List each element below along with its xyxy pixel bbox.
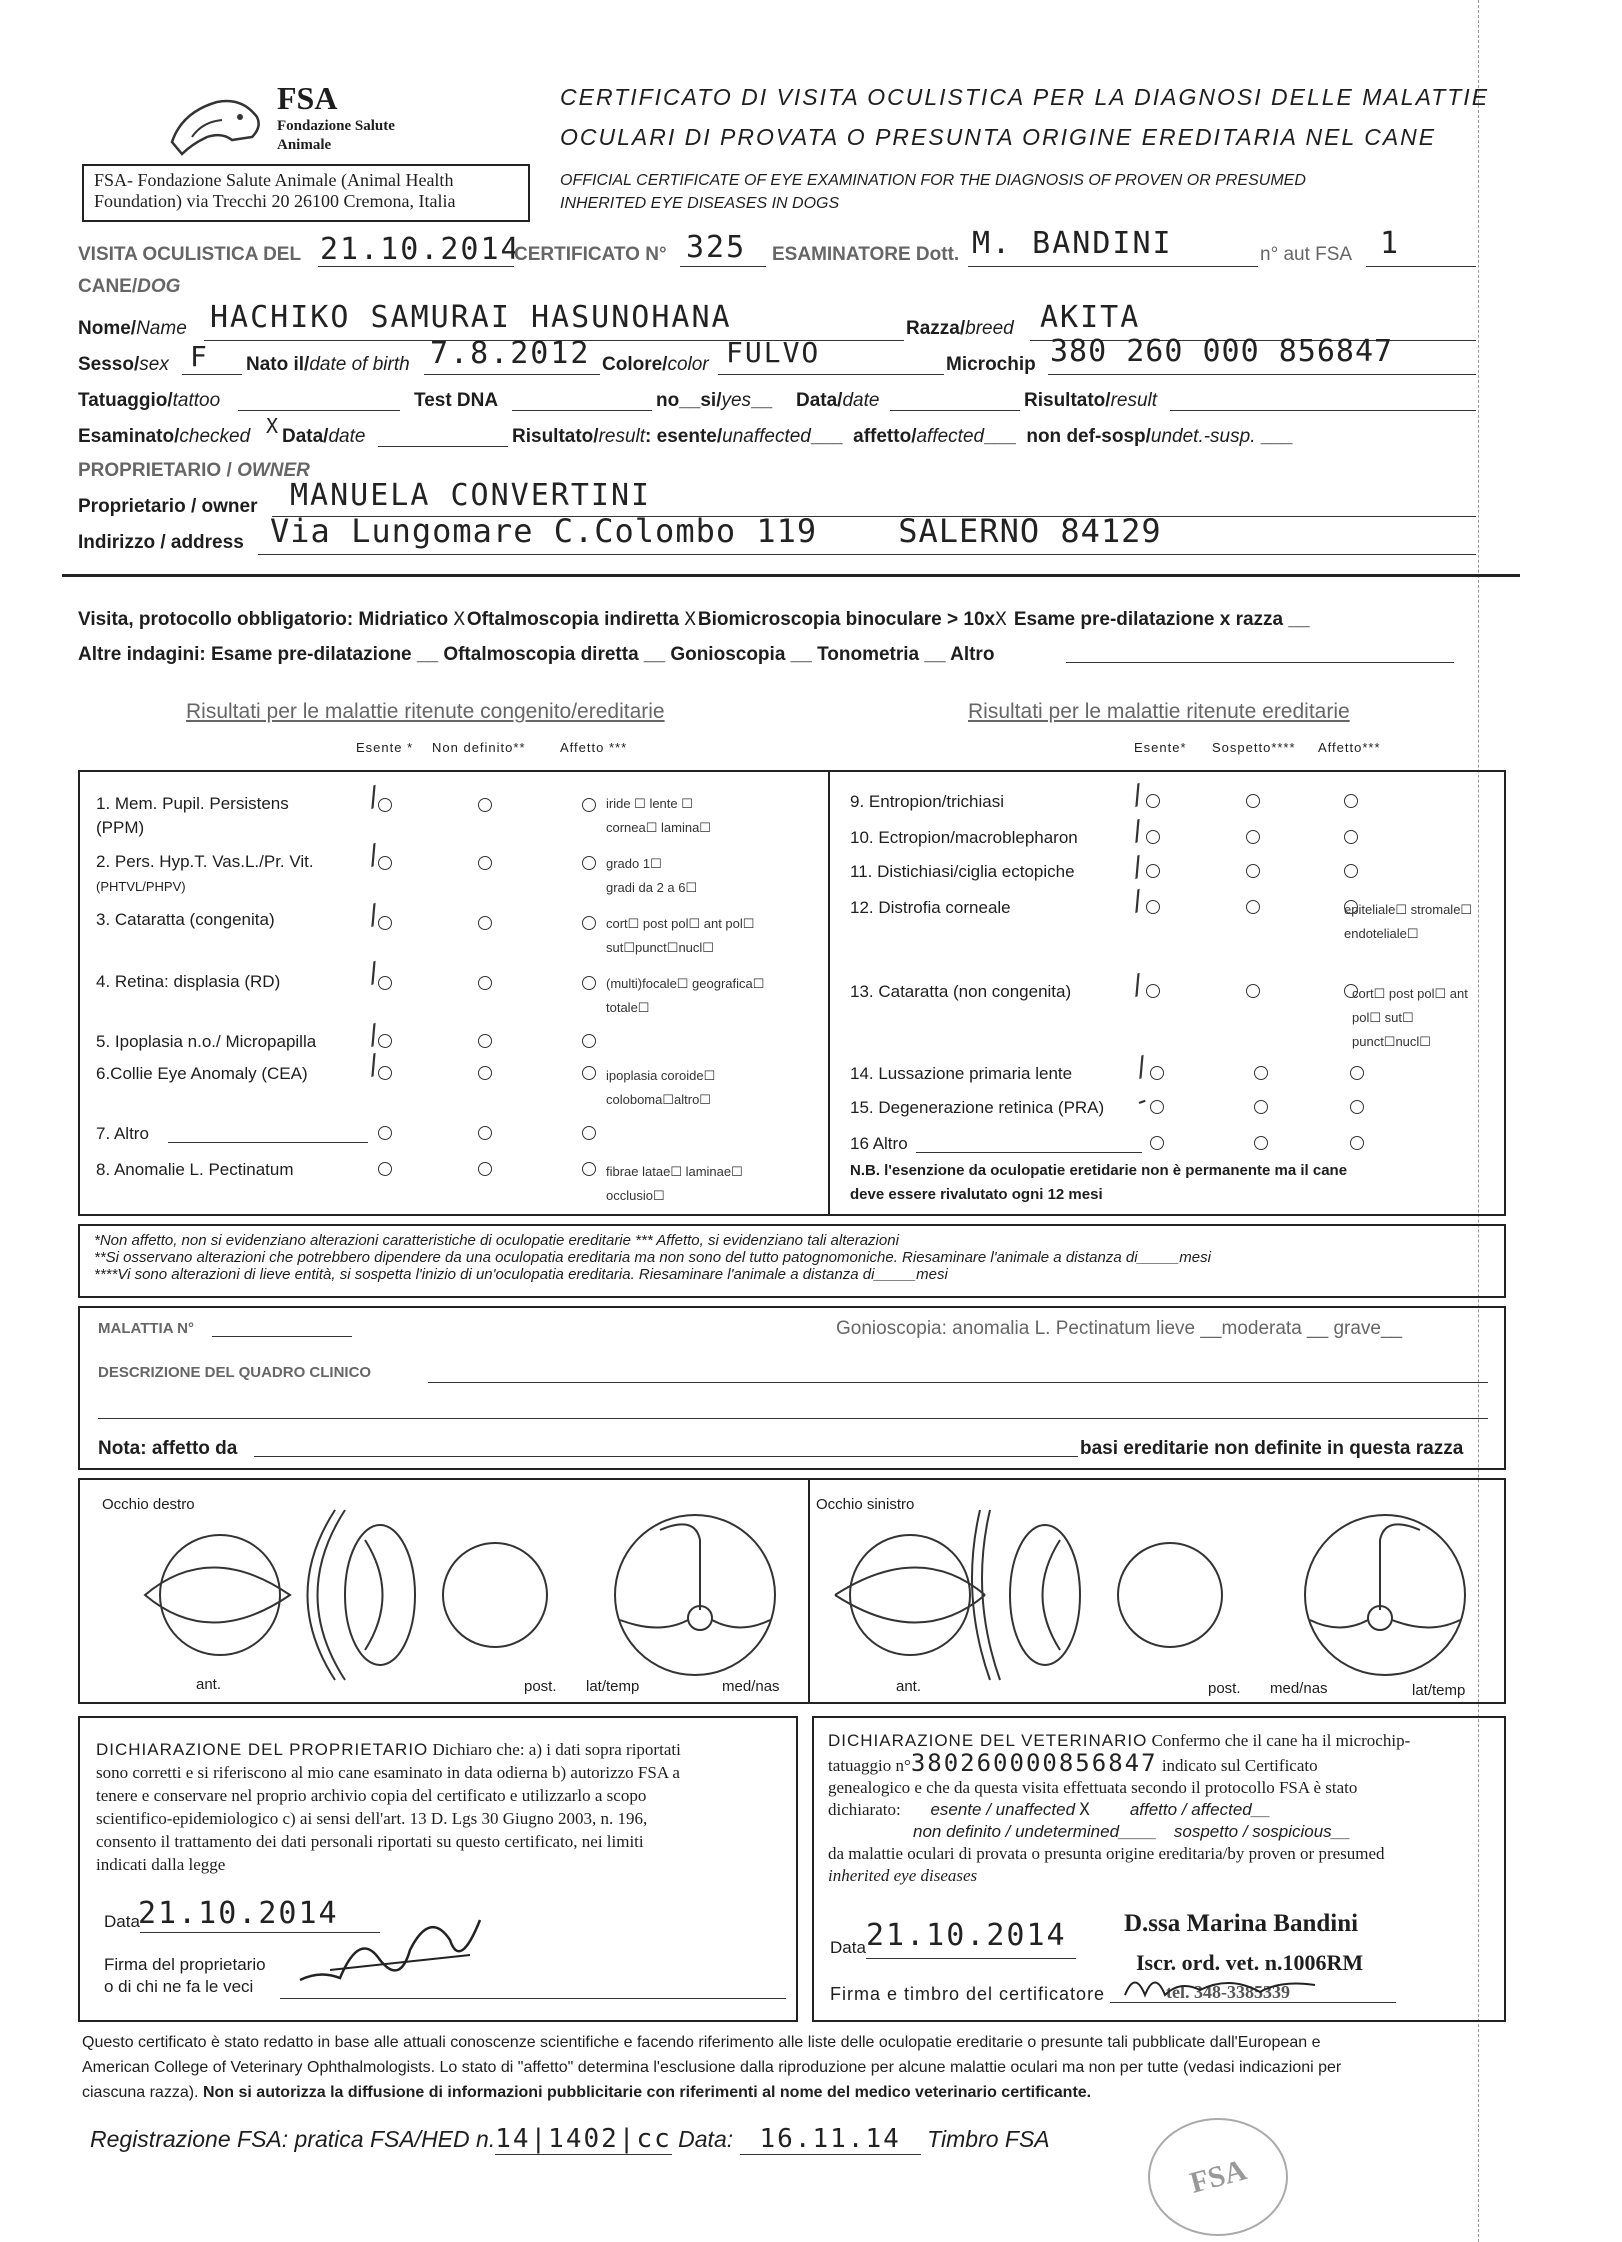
l-post: post.	[1208, 1680, 1241, 1697]
left-row-1-opts: iride ☐ lente ☐ cornea☐ lamina☐	[606, 796, 711, 835]
checked-mark: X	[266, 414, 281, 438]
right-row-13: 13. Cataratta (non congenita)	[850, 982, 1072, 1001]
dog-section: CANE/DOG	[78, 276, 181, 297]
right-results-title: Risultati per le malattie ritenute ereditarie	[968, 700, 1350, 723]
right-row-11: 11. Distichiasi/ciglia ectopiche	[850, 862, 1075, 881]
checked-date-label: Data/date	[282, 426, 366, 447]
r-lat: lat/temp	[586, 1678, 640, 1695]
right-row-12: 12. Distrofia corneale	[850, 898, 1011, 917]
gonio-line: Gonioscopia: anomalia L. Pectinatum lieve __moderata __ grave__	[836, 1318, 1403, 1339]
right-row-16: 16 Altro	[850, 1134, 908, 1153]
cert-label: CERTIFICATO N°	[514, 244, 667, 265]
fsa-logo	[162, 82, 282, 162]
title-it-1: CERTIFICATO DI VISITA OCULISTICA PER LA DIAGNOSI DELLE MALATTIE	[560, 84, 1490, 110]
checked-label: Esaminato/checked	[78, 426, 251, 447]
left-row-7: 7. Altro	[96, 1124, 149, 1143]
vet-decl-text: DICHIARAZIONE DEL VETERINARIO Confermo che il cane ha il microchip- tatuaggio n°380260000856847 indicato sul Certificato genealogico e che da questa visita effettuata secondo il protocollo FSA è stato dichiarato: esente / unaffected X affetto / affected__ non definito / undetermined____ sospetto / sospicious__ da malattie oculari di provata o presunta origine ereditaria/by proven or presumed inherited eye diseases	[828, 1731, 1411, 1885]
tattoo-label: Tatuaggio/tattoo	[78, 390, 221, 411]
chip-label: Microchip	[946, 354, 1036, 375]
owner-signature	[290, 1900, 490, 2000]
logo-sub2: Animale	[277, 137, 332, 153]
nota-label: Nota: affetto da	[98, 1438, 238, 1459]
name-label: Nome/Name	[78, 318, 187, 339]
malattia-label: MALATTIA N°	[98, 1320, 194, 1337]
color-label: Colore/color	[602, 354, 709, 375]
right-row-15: 15. Degenerazione retinica (PRA)	[850, 1098, 1105, 1117]
vet-stamp-reg: Iscr. ord. vet. n.1006RM	[1136, 1950, 1364, 1975]
visit-date-label: VISITA OCULISTICA DEL	[78, 244, 302, 265]
examiner: M. BANDINI	[972, 226, 1173, 261]
footer-text: Questo certificato è stato redatto in base alle attuali conoscenze scientifiche e facendo riferimento alle liste delle oculopatie ereditarie o presunte tali pubblicate dall'European e American College of Veterinary Ophthalmologists. Lo stato di "affetto" determina l'esclusione dalla riproduzione per alcune malattie oculari ma non per tutte (vedasi indicazioni per ciascuna razza). Non si autorizza la diffusione di informazioni pubblicitarie con riferimenti al nome del medico veterinario certificante.	[82, 2034, 1342, 2101]
left-row-1: 1. Mem. Pupil. Persistens (PPM)	[96, 794, 289, 837]
owner-section: PROPRIETARIO / OWNER	[78, 460, 310, 481]
owner-label: Proprietario / owner	[78, 496, 258, 517]
left-results-title: Risultati per le malattie ritenute congenito/ereditarie	[186, 700, 665, 723]
foundation-line1: FSA- Fondazione Salute Animale (Animal Health	[94, 170, 454, 190]
right-row-10: 10. Ectropion/macroblepharon	[850, 828, 1078, 847]
title-en-1: OFFICIAL CERTIFICATE OF EYE EXAMINATION FOR THE DIAGNOSIS OF PROVEN OR PRESUMED	[560, 172, 1306, 189]
dog-name: HACHIKO SAMURAI HASUNOHANA	[210, 300, 732, 335]
dna-label: Test DNA	[414, 390, 499, 411]
left-row-4: 4. Retina: displasia (RD)	[96, 972, 281, 991]
r-med: med/nas	[722, 1678, 780, 1695]
note-2: **Si osservano alterazioni che potrebbero dipendere da una oculopatia ereditaria ma non sono del tutto patognomoniche. Riesaminare l'animale a distanza di_____mesi	[94, 1249, 1211, 1266]
cert-no: 325	[686, 230, 747, 265]
foundation-line2: Foundation) via Trecchi 20 26100 Cremona, Italia	[94, 191, 456, 211]
left-row-3-opts: cort☐ post pol☐ ant pol☐ sut☐punct☐nucl☐	[606, 916, 755, 955]
left-row-6: 6.Collie Eye Anomaly (CEA)	[96, 1064, 308, 1083]
right-row-13-opts: cort☐ post pol☐ ant pol☐ sut☐ punct☐nucl☐	[1352, 986, 1468, 1049]
note-1: *Non affetto, non si evidenziano alterazioni caratteristiche di oculopatie ereditarie *** Affetto, si evidenziano tali alterazioni	[94, 1232, 899, 1249]
note-3: ****Vi sono alterazioni di lieve entità, si sospetta l'inizio di un'oculopatia ereditaria. Riesaminare l'animale a distanza di_____mesi	[94, 1266, 948, 1283]
visit-date: 21.10.2014	[320, 232, 521, 267]
descr-label: DESCRIZIONE DEL QUADRO CLINICO	[98, 1364, 372, 1381]
vet-stamp-tel: tel. 348-3385339	[1166, 1982, 1290, 2002]
right-eye-diagrams	[140, 1500, 800, 1690]
r-post: post.	[524, 1678, 557, 1695]
vet-date-label: Data	[830, 1938, 866, 1957]
left-row-4-opts: (multi)focale☐ geografica☐ totale☐	[606, 976, 765, 1015]
right-col-sospetto: Sospetto****	[1212, 740, 1296, 755]
dna-result-label: Risultato/result	[1024, 390, 1158, 411]
left-row-5: 5. Ipoplasia n.o./ Micropapilla	[96, 1032, 317, 1051]
r-ant: ant.	[196, 1676, 222, 1693]
logo-sub1: Fondazione Salute	[277, 118, 395, 134]
right-col-esente: Esente*	[1134, 740, 1187, 755]
results-table	[78, 770, 1506, 1216]
owner-address: Via Lungomare C.Colombo 119 SALERNO 84129	[270, 512, 1162, 550]
nb-line1: N.B. l'esenzione da oculopatie eretidarie non è permanente ma il cane	[850, 1162, 1348, 1179]
l-lat: lat/temp	[1412, 1682, 1466, 1699]
examiner-label: ESAMINATORE Dott.	[772, 244, 960, 265]
title-en-2: INHERITED EYE DISEASES IN DOGS	[560, 195, 840, 212]
dog-breed: AKITA	[1040, 300, 1141, 335]
aut-label: n° aut FSA	[1260, 244, 1353, 265]
left-col-esente: Esente *	[356, 740, 414, 755]
left-eye-diagrams	[830, 1500, 1490, 1690]
left-row-6-opts: ipoplasia coroide☐ coloboma☐altro☐	[606, 1068, 716, 1107]
protocol-line2: Altre indagini: Esame pre-dilatazione __ Oftalmoscopia diretta __ Gonioscopia __ Tonometria __ Altro	[78, 644, 995, 665]
aut-no: 1	[1380, 226, 1401, 261]
protocol-line1: Visita, protocollo obbligatorio: Midriatico XOftalmoscopia indiretta XBiomicroscopia binoculare > 10xX Esame pre-dilatazione x razza __	[78, 608, 1310, 630]
title-it-2: OCULARI DI PROVATA O PRESUNTA ORIGINE EREDITARIA NEL CANE	[560, 124, 1437, 150]
dog-color: FULVO	[726, 336, 821, 369]
dog-dob: 7.8.2012	[430, 336, 591, 371]
foundation-box	[82, 164, 530, 222]
vet-signature	[1120, 1960, 1320, 2010]
left-row-2-opts: grado 1☐ gradi da 2 a 6☐	[606, 856, 698, 895]
sex-label: Sesso/sex	[78, 354, 169, 375]
right-eye-label: Occhio destro	[102, 1496, 195, 1513]
dob-label: Nato il/date of birth	[246, 354, 410, 375]
vet-date: 21.10.2014	[866, 1918, 1067, 1953]
left-row-8: 8. Anomalie L. Pectinatum	[96, 1160, 294, 1179]
vet-sig-label: Firma e timbro del certificatore	[830, 1984, 1106, 2004]
right-col-affetto: Affetto***	[1318, 740, 1381, 755]
vet-stamp-name: D.ssa Marina Bandini	[1124, 1910, 1359, 1937]
registration-line: Registrazione FSA: pratica FSA/HED n.14|1402|cc Data: 16.11.14 Timbro FSA	[90, 2124, 1050, 2154]
nb-line2: deve essere rivalutato ogni 12 mesi	[850, 1186, 1103, 1203]
address-label: Indirizzo / address	[78, 532, 244, 553]
logo-name: FSA	[277, 80, 338, 116]
right-row-14: 14. Lussazione primaria lente	[850, 1064, 1073, 1083]
l-med: med/nas	[1270, 1680, 1328, 1697]
dog-sex: F	[190, 340, 209, 373]
left-eye-label: Occhio sinistro	[816, 1496, 915, 1513]
left-row-3: 3. Cataratta (congenita)	[96, 910, 275, 929]
breed-label: Razza/breed	[906, 318, 1014, 339]
basi-label: basi ereditarie non definite in questa razza	[1080, 1438, 1464, 1459]
fsa-stamp: FSA	[1148, 2118, 1288, 2236]
owner-date-label: Data	[104, 1912, 140, 1931]
dna-date-label: Data/date	[796, 390, 880, 411]
notes-box	[78, 1224, 1506, 1298]
l-ant: ant.	[896, 1678, 922, 1695]
no-si-label: no__si/yes__	[656, 390, 773, 411]
owner-date: 21.10.2014	[138, 1896, 339, 1931]
dog-chip: 380 260 000 856847	[1050, 334, 1394, 369]
left-row-8-opts: fibrae latae☐ laminae☐ occlusio☐	[606, 1164, 743, 1203]
right-row-12-opts: epiteliale☐ stromale☐ endoteliale☐	[1344, 902, 1473, 941]
owner-sig-label: Firma del proprietario o di chi ne fa le veci	[104, 1955, 266, 1996]
right-row-9: 9. Entropion/trichiasi	[850, 792, 1005, 811]
result-options: Risultato/result: esente/unaffected___ affetto/affected___ non def-sosp/undet.-susp. ___	[512, 426, 1293, 447]
left-col-affetto: Affetto ***	[560, 740, 628, 755]
owner-decl-text: DICHIARAZIONE DEL PROPRIETARIO Dichiaro che: a) i dati sopra riportati sono corretti e si riferiscono al mio cane esaminato in data odierna b) autorizzo FSA a tenere e conservare nel proprio archivio copia del certificato e utilizzarlo a scopo scientifico-epidemiologico c) ai sensi dell'art. 13 D. Lgs 30 Giugno 2003, n. 196, consento il trattamento dei dati personali riportati su questo certificato, nei limiti indicati dalla legge	[96, 1740, 681, 1874]
left-row-2: 2. Pers. Hyp.T. Vas.L./Pr. Vit. (PHTVL/PHPV)	[96, 852, 314, 894]
left-col-nondef: Non definito**	[432, 740, 526, 755]
owner-name: MANUELA CONVERTINI	[290, 478, 652, 513]
